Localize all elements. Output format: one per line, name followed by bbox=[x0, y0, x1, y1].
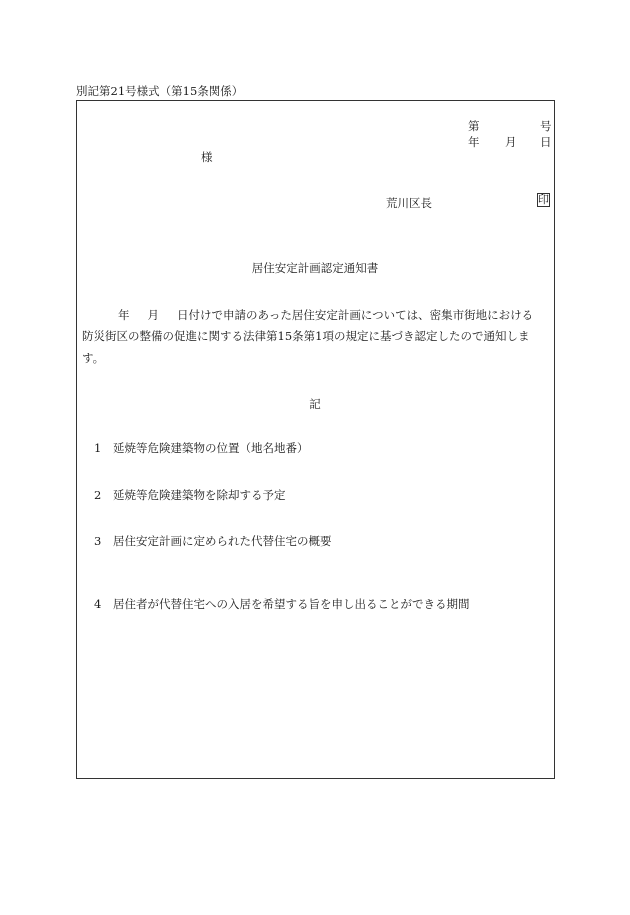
item-number: 4 bbox=[94, 597, 102, 611]
body-month-label: 月 bbox=[147, 308, 159, 322]
date-month-label: 月 bbox=[505, 135, 517, 149]
body-line-1 bbox=[82, 307, 533, 323]
body-line-1-text: 日付けで申請のあった居住安定計画については、密集市街地における bbox=[177, 308, 534, 322]
addressee-suffix: 様 bbox=[201, 150, 213, 164]
number-suffix: 号 bbox=[540, 119, 552, 133]
body-year-label: 年 bbox=[118, 308, 130, 322]
document-title: 居住安定計画認定通知書 bbox=[251, 261, 379, 275]
ki-heading: 記 bbox=[309, 397, 321, 411]
item-label: 居住者が代替住宅への入居を希望する旨を申し出ることができる期間 bbox=[113, 597, 470, 611]
item-label: 居住安定計画に定められた代替住宅の概要 bbox=[113, 534, 332, 548]
list-item bbox=[94, 487, 286, 503]
item-label: 延焼等危険建築物を除却する予定 bbox=[113, 488, 286, 502]
list-item bbox=[94, 533, 332, 549]
body-line-2: 防災街区の整備の促進に関する法律第15条第1項の規定に基づき認定したので通知しま bbox=[82, 329, 530, 343]
issuer-name: 荒川区長 bbox=[386, 196, 432, 210]
item-label: 延焼等危険建築物の位置（地名地番） bbox=[113, 441, 309, 455]
item-number: 1 bbox=[94, 441, 102, 455]
form-caption: 別記第21号様式（第15条関係） bbox=[76, 84, 244, 98]
list-item bbox=[94, 596, 470, 612]
seal-mark: 印 bbox=[538, 193, 549, 206]
body-line-3: す。 bbox=[82, 351, 105, 365]
number-prefix: 第 bbox=[468, 119, 480, 133]
date-day-label: 日 bbox=[540, 135, 552, 149]
item-number: 3 bbox=[94, 534, 102, 548]
list-item bbox=[94, 440, 309, 456]
item-number: 2 bbox=[94, 488, 102, 502]
date-year-label: 年 bbox=[468, 135, 480, 149]
